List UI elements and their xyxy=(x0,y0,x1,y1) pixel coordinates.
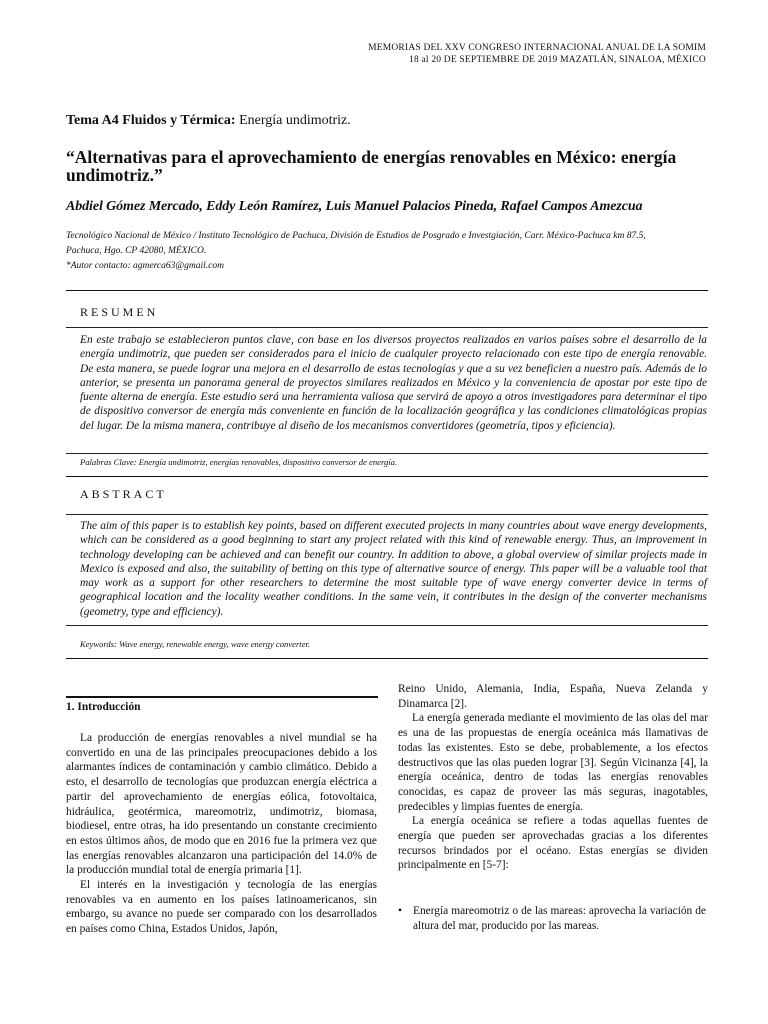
intro-paragraph-2: El interés en la investigación y tecnología de las energías renovables va en aumento en los países latinoamericanos, sin embargo, su avance no puede ser comparado con los desarrollados en países como China, Estados Unidos, Japón, xyxy=(66,879,377,936)
affiliation-contact: *Autor contacto: agmerca63@gmail.com xyxy=(66,261,224,271)
section-rule xyxy=(66,696,378,698)
right-column xyxy=(398,682,708,873)
intro-heading: 1. Introducción xyxy=(66,701,141,713)
divider xyxy=(66,658,708,659)
divider xyxy=(66,625,708,626)
resumen-keywords: Palabras Clave: Energía undimotriz, energías renovables, dispositivo conversor de energía. xyxy=(80,457,398,467)
bullet-icon: • xyxy=(398,905,402,917)
authors: Abdiel Gómez Mercado, Eddy León Ramírez, Luis Manuel Palacios Pineda, Rafael Campos Amezcua xyxy=(66,199,643,214)
topic-value: Energía undimotriz. xyxy=(235,113,351,128)
abstract-keywords: Keywords: Wave energy, renewable energy, wave energy converter. xyxy=(80,639,311,649)
topic-line xyxy=(66,113,351,129)
affiliation xyxy=(66,229,716,274)
abstract-text: The aim of this paper is to establish key points, based on different executed projects in many countries about wave energy developments, which can be considered as a good beginning to start any project related with this kind of renewable energy. Thus, an improvement in technology developing can be achieved and can benefit our country. In addition to above, a global overview of similar projects made in Mexico is exposed and also, the suitability of betting on this type of alternative source of energy. This paper will be a valuable tool that may work as a support for other researchers to determine the most suitable type of wave energy converter device in terms of geographical location and the locality weather conditions. In the same vein, it contributes in the design of the converter mechanisms (geometry, type and efficiency). xyxy=(80,520,707,618)
conference-header-line1: MEMORIAS DEL XXV CONGRESO INTERNACIONAL ANUAL DE LA SOMIM xyxy=(368,43,706,53)
intro-paragraph-3: Reino Unido, Alemania, India, España, Nueva Zelanda y Dinamarca [2]. xyxy=(398,683,708,710)
affiliation-line2: Pachuca, Hgo. CP 42080, MÉXICO. xyxy=(66,246,207,256)
divider xyxy=(66,290,708,291)
divider xyxy=(66,327,708,328)
intro-paragraph-5: La energía oceánica se refiere a todas aquellas fuentes de energía que pueden ser aprovechadas gracias a los diferentes recursos brindados por el océano. Estas energías se dividen principalmente en [5-7]: xyxy=(398,815,708,872)
conference-header-line2: 18 al 20 DE SEPTIEMBRE DE 2019 MAZATLÁN, SINALOA, MÉXICO xyxy=(409,55,706,65)
divider xyxy=(66,476,708,477)
abstract-heading: ABSTRACT xyxy=(80,487,167,501)
resumen-heading: RESUMEN xyxy=(80,305,159,319)
paper-title: “Alternativas para el aprovechamiento de energías renovables en México: energía undimotriz.” xyxy=(66,147,677,185)
left-column xyxy=(66,731,377,937)
divider xyxy=(66,514,708,515)
list-item-text: Energía mareomotriz o de las mareas: aprovecha la variación de altura del mar, producido por las mareas. xyxy=(413,905,706,932)
topic-label: Tema A4 Fluidos y Térmica: xyxy=(66,113,236,128)
resumen-text: En este trabajo se establecieron puntos clave, con base en los diversos proyectos realizados en varios países sobre el desarrollo de la energía undimotriz, que pueden ser considerados para el inicio de cualquier proyecto relacionado con este tipo de energía renovable. De esta manera, se puede lograr una mejora en el desarrollo de estas tecnologías y que a su vez beneficien a nuestro país. Además de lo anterior, se presenta un panorama general de proyectos similares realizados en México y la conveniencia de apostar por este tipo de fuente alterna de energía. Este estudio será una herramienta valiosa que servirá de apoyo a otros investigadores para determinar el tipo de dispositivo conversor de energía más conveniente en función de la localización geográfica y las condiciones climatológicas propias del lugar. De la misma manera, contribuye al diseño de los mecanismos convertidores (geometría, tipos y eficiencia). xyxy=(80,334,707,432)
affiliation-line1: Tecnológico Nacional de México / Instituto Tecnológico de Pachuca, División de Estudios de Posgrado e Investgiación, Carr. México-Pachuca km 87.5, xyxy=(66,231,646,241)
divider xyxy=(66,453,708,454)
conference-header xyxy=(368,42,706,66)
intro-paragraph-1: La producción de energías renovables a nivel mundial se ha convertido en una de las principales preocupaciones debido a los alarmantes índices de contaminación y cambio climático. Debido a esto, el desarrollo de tecnologías que produzcan energía eléctrica a partir del aprovechamiento de energías eólica, fotovoltaica, hidráulica, geotérmica, mareomotriz, undimotriz, biomasa, biodiesel, entre otras, ha ido presentando un constante crecimiento en estos últimos años, de modo que en 2016 fue la primera vez que las energías renovables alcanzaron una participación del 14.0% de la producción mundial total de energía primaria [1]. xyxy=(66,732,377,877)
intro-paragraph-4: La energía generada mediante el movimiento de las olas del mar es una de las propuestas de energía oceánica más llamativas de todas las existentes. Esto se debe, probablemente, a los efectos destructivos que las olas pueden lograr [3]. Según Vicinanza [4], la energía oceánica, dentro de todas las energías renovables conocidas, es capaz de proveer las más seguras, inagotables, predecibles y limpias fuentes de energía. xyxy=(398,712,708,813)
